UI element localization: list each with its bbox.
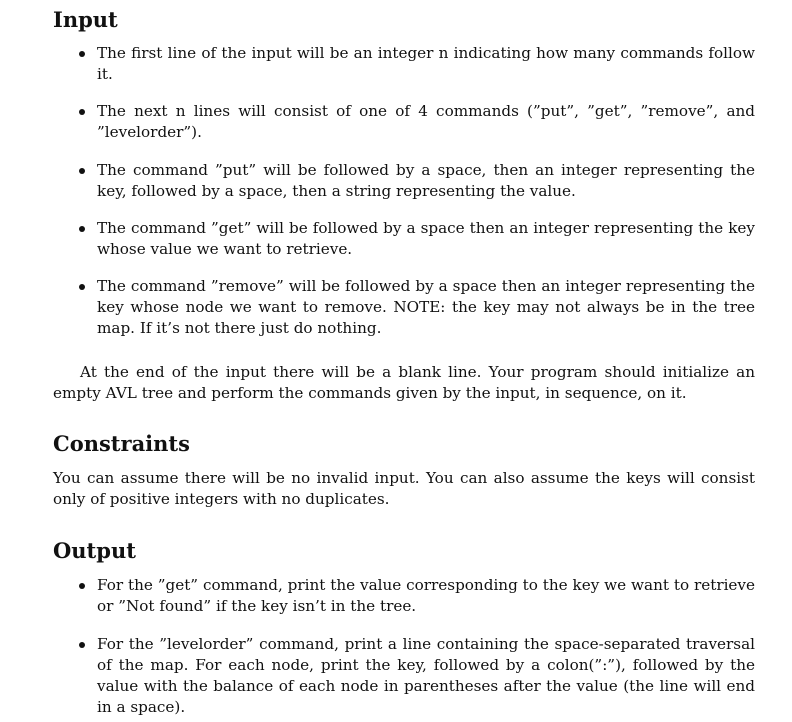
bullet-icon: [79, 226, 85, 232]
input-heading: Input: [53, 7, 118, 32]
list-item-text: The next n lines will consist of one of 4 commands (”put”, ”get”, ”remove”, and ”levelorder”).: [97, 102, 755, 141]
list-item: [97, 218, 755, 260]
list-item: [97, 575, 755, 617]
list-item-text: The command ”get” will be followed by a space then an integer representing the key whose value we want to retrieve.: [97, 219, 755, 258]
bullet-icon: [79, 642, 85, 648]
input-closing-paragraph: At the end of the input there will be a blank line. Your program should initialize an empty AVL tree and perform the commands given by the input, in sequence, on it.: [53, 363, 755, 402]
list-item-text: For the ”levelorder” command, print a line containing the space-separated traversal of the map. For each node, print the key, followed by a colon(”:”), followed by the value with the balance of each node in parentheses after the value (the line will end in a space).: [97, 635, 755, 716]
list-item: [97, 43, 755, 85]
bullet-icon: [79, 284, 85, 290]
list-item-text: The command ”remove” will be followed by a space then an integer representing the key whose node we want to remove. NOTE: the key may not always be in the tree map. If it’s not there just do nothing.: [97, 277, 755, 337]
list-item-text: For the ”get” command, print the value corresponding to the key we want to retrieve or ”Not found” if the key isn’t in the tree.: [97, 576, 755, 615]
list-item-text: The first line of the input will be an integer n indicating how many commands follow it.: [97, 44, 755, 83]
list-item: [97, 101, 755, 143]
constraints-heading: Constraints: [53, 431, 190, 456]
list-item: [97, 160, 755, 202]
list-item-text: The command ”put” will be followed by a space, then an integer representing the key, followed by a space, then a string representing the value.: [97, 161, 755, 200]
bullet-icon: [79, 168, 85, 174]
bullet-icon: [79, 51, 85, 57]
output-heading: Output: [53, 538, 136, 563]
bullet-icon: [79, 109, 85, 115]
constraints-paragraph: You can assume there will be no invalid input. You can also assume the keys will consist only of positive integers with no duplicates.: [53, 469, 755, 508]
list-item: [97, 276, 755, 339]
list-item: [97, 634, 755, 718]
bullet-icon: [79, 583, 85, 589]
